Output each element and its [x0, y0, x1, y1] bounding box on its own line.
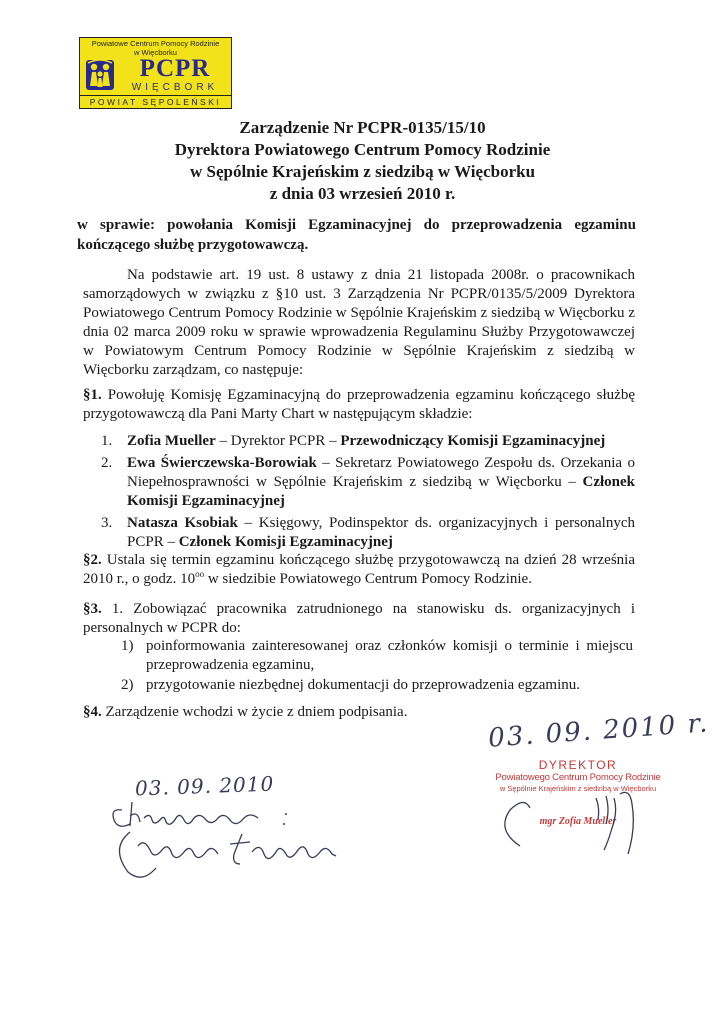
section-4-text: Zarządzenie wchodzi w życie z dniem podpisania. — [101, 704, 408, 720]
logo-header-line2: w Więcborku — [134, 48, 177, 57]
member-name: Natasza Ksobiak — [127, 515, 238, 531]
title-line4: z dnia 03 wrzesień 2010 r. — [269, 184, 456, 203]
logo-brand: PCPR — [139, 55, 211, 82]
title-line2: Dyrektora Powiatowego Centrum Pomocy Rodzinie — [174, 140, 551, 159]
list-item — [121, 637, 633, 675]
section-2-label: §2. — [83, 552, 102, 568]
list-item — [121, 676, 633, 695]
title-line1: Zarządzenie Nr PCPR-0135/15/10 — [239, 118, 486, 137]
section-4-label: §4. — [83, 704, 102, 720]
section-3 — [83, 600, 635, 638]
stamp-line1: Powiatowego Centrum Pomocy Rodzinie — [495, 772, 661, 783]
member-description: – Sekretarz Powiatowego Zespołu ds. Orzekania o Niepełnosprawności w Sępólnie Krajeńskim z siedzibą w Więcborku – — [127, 455, 635, 490]
obligations-list — [121, 637, 633, 696]
director-stamp — [478, 758, 678, 858]
member-name: Zofia Mueller — [127, 433, 216, 449]
member-number: 2. — [101, 455, 113, 471]
section-1-label: §1. — [83, 387, 102, 403]
section-2-time-superscript: oo — [195, 569, 205, 579]
section-1 — [83, 386, 635, 424]
section-3-text: 1. Zobowiązać pracownika zatrudnionego na stanowisku ds. organizacyjnych i personalnych w PCPR do: — [83, 601, 635, 636]
pcpr-logo — [79, 37, 232, 109]
logo-county: POWIAT SĘPOLEŃSKI — [80, 95, 231, 108]
section-2-text-end: w siedzibie Powiatowego Centrum Pomocy Rodzinie. — [204, 571, 532, 587]
list-item — [101, 432, 635, 451]
family-emblem-icon — [85, 58, 115, 92]
member-role: Członek Komisji Egzaminacyjnej — [127, 474, 635, 509]
title-line3: w Sępólnie Krajeńskim z siedzibą w Więcborku — [189, 162, 536, 181]
member-name: Ewa Świerczewska-Borowiak — [127, 455, 317, 471]
stamp-line2: w Sępólnie Krajeńskim z siedzibą w Więcborku — [499, 784, 657, 793]
committee-members-list — [101, 432, 635, 555]
section-2-text: Ustala się termin egzaminu kończącego służbę przygotowawczą na dzień 28 września 2010 r., o godz. 10 — [83, 552, 635, 587]
obligation-number: 1) — [121, 638, 134, 654]
member-number: 1. — [101, 433, 113, 449]
director-signature-icon — [478, 758, 678, 858]
logo-town: WIĘCBORK — [131, 82, 219, 93]
stamp-title: DYREKTOR — [538, 758, 618, 772]
member-number: 3. — [101, 515, 113, 531]
stamp-signer: mgr Zofia Mueller — [539, 816, 617, 827]
logo-header-line1: Powiatowe Centrum Pomocy Rodzinie — [91, 39, 220, 48]
section-2 — [83, 551, 635, 589]
document-subject: w sprawie: powołania Komisji Egzaminacyjnej do przeprowadzenia egzaminu kończącego służbę przygotowawczą. — [77, 217, 636, 253]
member-description: – Księgowy, Podinspektor ds. organizacyjnych i personalnych PCPR – — [127, 515, 635, 550]
member-role: Członek Komisji Egzaminacyjnej — [178, 534, 393, 550]
list-item — [101, 514, 635, 552]
section-3-label: §3. — [83, 601, 102, 617]
handwritten-date-left: 03. 09. 2010 — [134, 771, 275, 801]
member-description: – Dyrektor PCPR – — [215, 433, 341, 449]
member-role: Przewodniczący Komisji Egzaminacyjnej — [340, 433, 606, 449]
obligation-number: 2) — [121, 677, 134, 693]
handwritten-date-right: 03. 09. 2010 r. — [487, 708, 711, 754]
list-item — [101, 454, 635, 511]
section-1-text: Powołuję Komisję Egzaminacyjną do przeprowadzenia egzaminu kończącego służbę przygotowawczą dla Pani Marty Chart w następującym składzie: — [83, 387, 635, 422]
legal-basis-paragraph: Na podstawie art. 19 ust. 8 ustawy z dnia 21 listopada 2008r. o pracownikach samorządowych w związku z §10 ust. 3 Zarządzenia Nr PCPR/0135/5/2009 Dyrektora Powiatowego Centrum Pomocy Rodzinie w Sępólnie Krajeńskim z siedzibą w Więcborku z dnia 02 marca 2009 roku w sprawie wprowadzenia Regulaminu Służby Przygotowawczej w Powiatowym Centrum Pomocy Rodzinie w Sępólnie Krajeńskim z siedzibą w Więcborku zarządzam, co następuje: — [83, 267, 635, 378]
document-title — [100, 117, 625, 205]
obligation-text: poinformowania zainteresowanej oraz członków komisji o terminie i miejscu przeprowadzenia egzaminu, — [146, 638, 633, 673]
obligation-text: przygotowanie niezbędnej dokumentacji do przeprowadzenia egzaminu. — [146, 677, 580, 693]
committee-signatures-icon — [108, 798, 348, 888]
